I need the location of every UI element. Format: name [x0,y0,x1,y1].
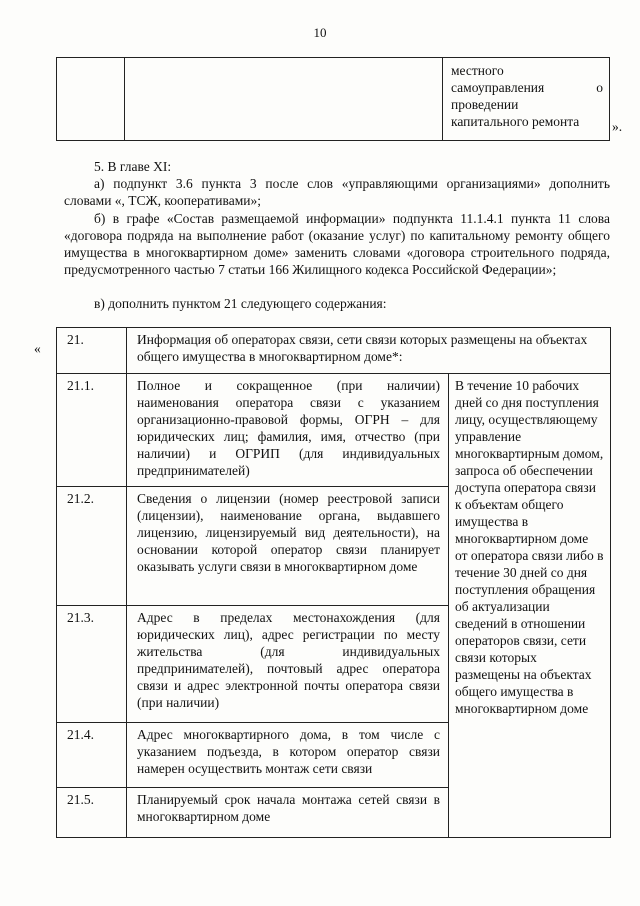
row-number: 21. [57,328,127,374]
prev-table-cell [443,58,610,141]
table-header-row [57,328,611,374]
paragraph-5: 5. В главе XI: [94,159,172,174]
row-text: Сведения о лицензии (номер реестровой записи (лицензии), наименование органа, выдавшего лицензию, лицензируемый вид деятельности), на основании которой оператор связи планирует оказывать услуги связи в многоквартирном доме [127,487,449,606]
previous-table-fragment [56,57,610,141]
row-text: Планируемый срок начала монтажа сетей связи в многоквартирном доме [127,788,449,838]
cell-word: самоуправления [451,80,545,95]
info-table [56,327,611,838]
empty-cell-2 [125,58,443,141]
closing-quote: ». [612,119,623,134]
row-number: 21.4. [57,723,127,788]
row-text: Адрес в пределах местонахождения (для юридических лиц), адрес регистрации по месту жительства (для индивидуальных предпринимателей), почтовый адрес оператора связи и адрес электронной почты оператора связи (при наличии) [127,606,449,723]
row-number: 21.2. [57,487,127,606]
opening-quote: « [34,341,41,356]
cell-word: о [596,80,603,95]
empty-cell-1 [57,58,125,141]
row-text: Информация об операторах связи, сети связи которых размещены на объектах общего имущества в многоквартирном доме*: [127,328,611,374]
cell-line [451,79,603,96]
paragraph-b: б) в графе «Состав размещаемой информации» подпункта 11.1.4.1 пункта 11 слова «договора подряда на выполнение работ (оказание услуг) по капитальному ремонту общего имущества в многоквартирном доме» заменить словами «договора строительного подряда, предусмотренного частью 7 статьи 166 Жилищного кодекса Российской Федерации»; [64,211,610,277]
row-text: Полное и сокращенное (при наличии) наименования оператора связи с указанием организационно-правовой формы, ОГРН – для юридических лиц; фамилия, имя, отчество (при наличии) и ОГРИП (для индивидуальных предпринимателей) [127,374,449,487]
cell-line: проведении [451,97,519,112]
row-number: 21.3. [57,606,127,723]
row-text: Адрес многоквартирного дома, в том числе с указанием подъезда, в котором оператор связи намерен осуществить монтаж сети связи [127,723,449,788]
cell-line: местного [451,63,504,78]
row-number: 21.1. [57,374,127,487]
cell-line: капитального ремонта [451,114,580,129]
paragraph-v: в) дополнить пунктом 21 следующего содержания: [94,296,387,311]
table-row [57,374,611,487]
deadline-cell: В течение 10 рабочих дней со дня поступления лицу, осуществляющему управление многоквартирным домом, запроса об обеспечении доступа оператора связи к объектам общего имущества в многоквартирном доме от оператора связи либо в течение 30 дней со дня поступления обращения об актуализации сведений в отношении операторов связи, сети связи которых размещены на объектах общего имущества в многоквартирном доме [449,374,611,838]
row-number: 21.5. [57,788,127,838]
paragraph-a: а) подпункт 3.6 пункта 3 после слов «управляющими организациями» дополнить словами «, ТСЖ, кооперативами»; [64,176,610,208]
page-number: 10 [313,25,327,40]
